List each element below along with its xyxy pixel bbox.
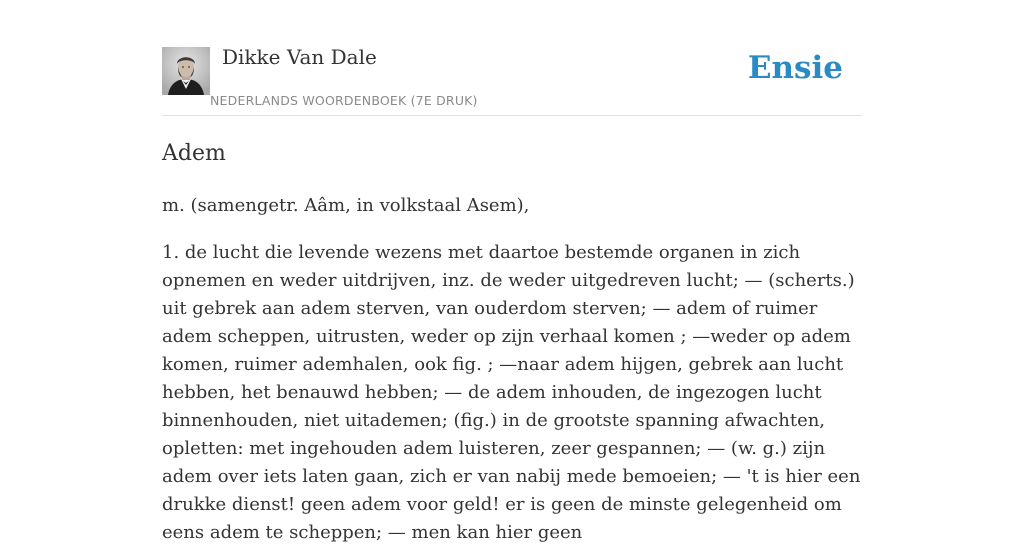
avatar[interactable]	[162, 47, 210, 95]
entry-content	[162, 136, 862, 547]
author-name[interactable]: Dikke Van Dale	[222, 45, 377, 69]
site-logo[interactable]: Ensie	[747, 50, 843, 86]
entry-definition: 1. de lucht die levende wezens met daartoe bestemde organen in zich opnemen en weder uitdrijven, inz. de weder uitgedreven lucht; — (scherts.) uit gebrek aan adem sterven, van ouderdom sterven; — adem of ruimer adem scheppen, uitrusten, weder op zijn verhaal komen ; —weder op adem komen, ruimer ademhalen, ook fig. ; —naar adem hijgen, gebrek aan lucht hebben, het benauwd hebben; — de adem inhouden, de ingezogen lucht binnenhouden, niet uitademen; (fig.) in de grootste spanning afwachten, opletten: met ingehouden adem luisteren, zeer gespannen; — (w. g.) zijn adem over iets laten gaan, zich er van nabij mede bemoeien; — 't is hier een drukke dienst! geen adem voor geld! er is geen de minste gelegenheid om eens adem te scheppen; — men kan hier geen	[162, 242, 861, 543]
header	[162, 0, 862, 116]
author-portrait-icon	[162, 47, 210, 95]
dictionary-source: NEDERLANDS WOORDENBOEK (7E DRUK)	[210, 93, 478, 108]
entry-title: Adem	[162, 141, 226, 166]
entry-grammar-note: m. (samengetr. Aâm, in volkstaal Asem),	[162, 195, 530, 216]
